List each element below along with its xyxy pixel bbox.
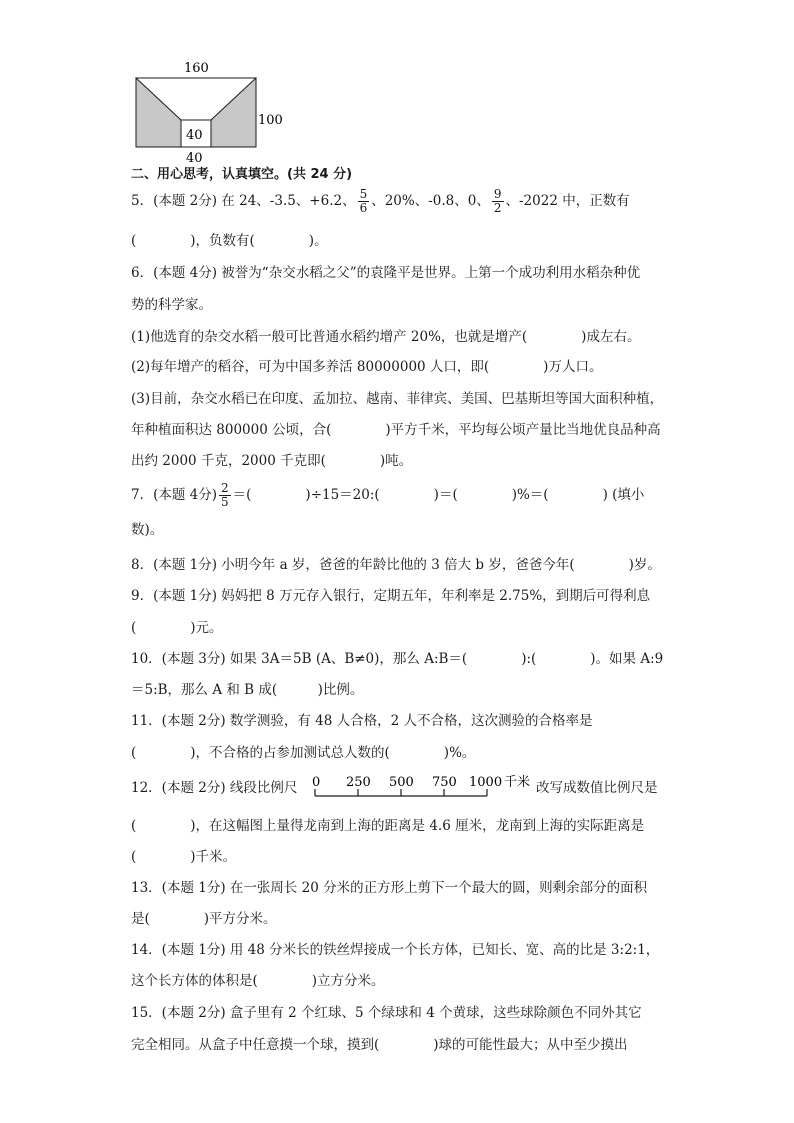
question-11-line-1: 11．(本题 2分) 数学测验，有 48 人合格，2 人不合格，这次测验的合格率是 (131, 713, 593, 729)
geometry-figure (128, 56, 288, 166)
scale-unit-label: 千米 (504, 775, 531, 790)
question-10-line-2: ＝5:B，那么 A 和 B 成( )比例。 (131, 682, 364, 698)
question-12-line-3: ( )千米。 (131, 849, 237, 865)
question-8: 8．(本题 1分) 小明今年 a 岁，爸爸的年龄比他的 3 倍大 b 岁，爸爸今年( )岁。 (131, 557, 661, 573)
question-13-line-2: 是( )平方分米。 (131, 911, 277, 927)
q5-text-b: 、20%、-0.8、0、 (371, 193, 490, 209)
question-9-line-2: ( )元。 (131, 620, 223, 636)
figure-inner-label: 40 (186, 128, 203, 143)
question-9-line-1: 9．(本题 1分) 妈妈把 8 万元存入银行，定期五年，年利率是 2.75%，到期后可得利息 (131, 588, 651, 604)
q5-fraction-2: $\frac{9}{2}$ (493, 187, 502, 215)
q7-fraction: $\frac{2}{5}$ (221, 481, 229, 509)
question-13-line-1: 13．(本题 1分) 在一张周长 20 分米的正方形上剪下一个最大的圆，则剩余部分的面积 (131, 880, 648, 896)
scale-tick-label-1000: 1000 (469, 775, 503, 790)
q5-fraction-1: $\frac{5}{6}$ (359, 187, 368, 215)
question-10-line-1: 10．(本题 3分) 如果 3A＝5B (A、B≠0)，那么 A:B＝( ):( )。如果 A:9 (131, 651, 664, 667)
scale-tick-label-0: 0 (312, 775, 321, 790)
question-6-line-6: 年种植面积达 800000 公顷，合( )平方千米，平均每公顷产量比当地优良品种高 (131, 422, 661, 438)
question-6-line-4: (2)每年增产的稻谷，可为中国多养活 80000000 人口，即( )万人口。 (131, 359, 603, 375)
question-12-line-2: ( )，在这幅图上量得龙南到上海的距离是 4.6 厘米，龙南到上海的实际距离是 (131, 818, 645, 834)
scale-tick-label-500: 500 (389, 775, 414, 790)
scale-tick-label-750: 750 (432, 775, 457, 790)
figure-bottom-label: 40 (186, 151, 203, 166)
question-6-line-3: (1)他选育的杂交水稻一般可比普通水稻约增产 20%，也就是增产( )成左右。 (131, 329, 641, 345)
question-6-line-7: 出约 2000 千克，2000 千克即( )吨。 (131, 453, 413, 469)
question-12-text-b: 改写成数值比例尺是 (536, 780, 658, 796)
question-6-line-2: 势的科学家。 (131, 297, 212, 313)
question-6-line-1: 6．(本题 4分) 被誉为“杂交水稻之父”的袁隆平是世界。上第一个成功利用水稻杂种优 (131, 265, 641, 281)
question-12-text-a: 12．(本题 2分) 线段比例尺 (131, 780, 298, 796)
question-15-line-1: 15．(本题 2分) 盒子里有 2 个红球、5 个绿球和 4 个黄球，这些球除颜色不同外其它 (131, 1005, 642, 1021)
figure-right-shaded (211, 78, 256, 147)
question-5-line-2: ( )，负数有( )。 (131, 233, 328, 249)
figure-top-label: 160 (184, 61, 209, 76)
question-11-line-2: ( )，不合格的占参加测试总人数的( )%。 (131, 745, 476, 761)
section-2-title: 二、用心思考，认真填空。(共 24 分) (131, 167, 353, 182)
question-7 (131, 480, 644, 510)
figure-right-label: 100 (258, 113, 283, 128)
figure-left-shaded (136, 78, 181, 147)
q7-text-b: ＝( )÷15＝20:( )＝( )%＝( ) (填小 (232, 487, 645, 503)
question-6-line-5: (3)目前，杂交水稻已在印度、孟加拉、越南、菲律宾、美国、巴基斯坦等国大面积种植， (131, 391, 664, 407)
question-14-line-2: 这个长方体的体积是( )立方分米。 (131, 973, 385, 989)
scale-bar (308, 772, 538, 802)
q7-text-a: 7．(本题 4分) (131, 487, 218, 503)
question-7-line-2: 数)。 (131, 522, 164, 538)
question-5 (131, 188, 630, 215)
q5-text-c: 、-2022 中，正数有 (505, 193, 630, 209)
question-14-line-1: 14．(本题 1分) 用 48 分米长的铁丝焊接成一个长方体，已知长、宽、高的比是 3:2:1， (131, 942, 660, 958)
scale-tick-label-250: 250 (346, 775, 371, 790)
question-15-line-2: 完全相同。从盒子中任意摸一个球，摸到( )球的可能性最大；从中至少摸出 (131, 1037, 628, 1053)
q5-text-a: 5．(本题 2分) 在 24、-3.5、+6.2、 (131, 193, 356, 209)
